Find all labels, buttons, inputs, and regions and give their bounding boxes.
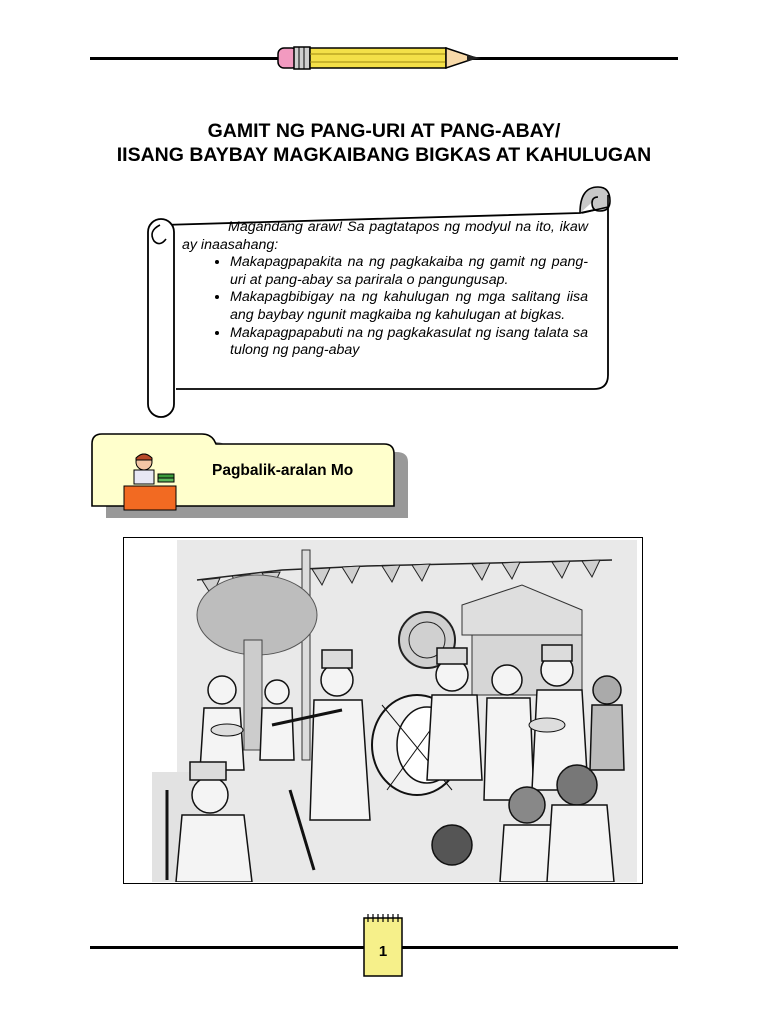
pencil-icon <box>276 44 486 72</box>
section-label: Pagbalik-aralan Mo <box>212 462 354 479</box>
teacher-at-desk-icon <box>122 450 180 512</box>
objectives-text <box>182 219 588 360</box>
marching-band-illustration <box>152 540 637 882</box>
objective-item: • Makapagbibigay na ng kahulugan ng mga salitang iisa ang baybay ngunit magkaiba ng kahulugan at bigkas. <box>230 289 588 324</box>
objectives-list <box>182 254 588 360</box>
page-title-line-2: IISANG BAYBAY MAGKAIBANG BIGKAS AT KAHULUGAN <box>116 144 652 166</box>
objective-item: • Makapagpapabuti na ng pagkakasulat ng isang talata sa tulong ng pang-abay <box>230 325 588 360</box>
page-title-line-1: GAMIT NG PANG-URI AT PANG-ABAY/ <box>207 120 561 142</box>
objectives-intro: Magandang araw! Sa pagtatapos ng modyul na ito, ikaw ay inaasahang: <box>182 219 588 253</box>
page-number: 1 <box>378 943 388 960</box>
objective-item: • Makapagpapakita na ng pagkakaiba ng gamit ng pang-uri at pang-abay sa parirala o pangungusap. <box>230 254 588 289</box>
